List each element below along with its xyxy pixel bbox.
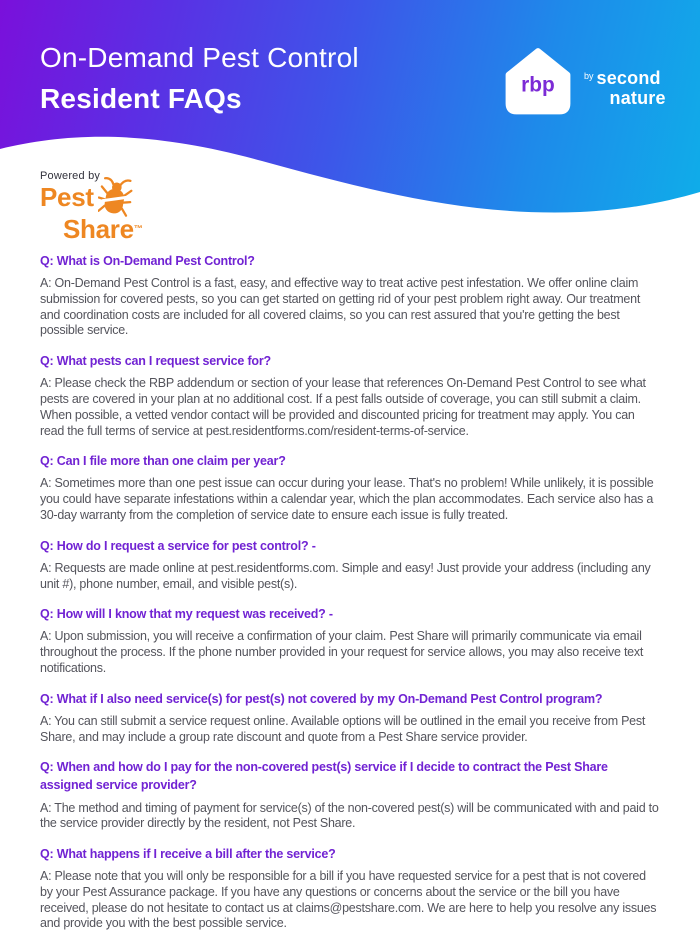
- faq-item: [40, 758, 660, 832]
- faq-answer: A: On-Demand Pest Control is a fast, easy, and effective way to treat active pest infestation. We offer online claim submission for covered pests, so you can get started on getting rid of your pest problem right away. Our treatment and coordination costs are included for all covered claims, so you can rest assured that you're getting the best possible service.: [40, 276, 641, 338]
- share-label: Share: [63, 214, 134, 244]
- second-label: second: [596, 68, 661, 88]
- faq-answer: A: Upon submission, you will receive a confirmation of your claim. Pest Share will primarily communicate via email throughout the process. If the phone number provided in your request for service allows, you may also receive text notifications.: [40, 629, 644, 675]
- rbp-second-nature-logo: [502, 46, 666, 118]
- page-subtitle: Resident FAQs: [40, 83, 242, 115]
- faq-item: [40, 352, 660, 439]
- faq-item: [40, 537, 660, 593]
- faq-question: Q: When and how do I pay for the non-covered pest(s) service if I decide to contract the Pest Share assigned service provider?: [40, 760, 608, 793]
- by-label: by: [584, 71, 594, 81]
- second-nature-wordmark: [584, 57, 666, 107]
- faq-question: Q: How will I know that my request was received? -: [40, 607, 333, 622]
- faq-answer: A: Sometimes more than one pest issue can occur during your lease. That's no problem! While unlikely, it is possible you could have separate infestations within a calendar year, which the plan accommodates. Each service also has a 30-day warranty from the completion of service date to ensure each issue is fully treated.: [40, 476, 654, 522]
- trademark-symbol: ™: [133, 223, 143, 234]
- rbp-logo-text: rbp: [521, 73, 555, 97]
- pest-label: Pest: [40, 182, 94, 212]
- faq-answer: A: The method and timing of payment for service(s) of the non-covered pest(s) will be communicated with and paid to the service provider directly by the resident, not Pest Share.: [40, 800, 659, 831]
- bug-icon: [98, 176, 134, 218]
- faq-item: [40, 690, 660, 746]
- page-title: On-Demand Pest Control: [40, 42, 359, 73]
- faq-item: [40, 452, 660, 523]
- faq-answer: A: Please note that you will only be responsible for a bill if you have requested service for a pest that is not covered by your Pest Assurance package. If you have any questions or concerns about the service or the bill you have received, please do not hesitate to contact us at claims@pestshare.com. We are here to help you resolve any issues and provide you with the best possible service.: [40, 869, 657, 931]
- faq-item: [40, 845, 660, 932]
- faq-question: Q: How do I request a service for pest control? -: [40, 538, 316, 553]
- faq-question: Q: What happens if I receive a bill after the service?: [40, 847, 336, 861]
- faq-answer: A: You can still submit a service request online. Available options will be outlined in the email you receive from Pest Share, and may include a group rate discount and quote from a Pest Share service provider.: [40, 713, 646, 744]
- faq-item: [40, 252, 660, 339]
- faq-question: Q: What if I also need service(s) for pest(s) not covered by my On-Demand Pest Control program?: [40, 691, 603, 706]
- faq-question: Q: What pests can I request service for?: [40, 354, 271, 369]
- rbp-house-icon: [502, 46, 574, 118]
- faq-answer: A: Please check the RBP addendum or section of your lease that references On-Demand Pest Control to see what pests are covered in your plan at no additional cost. If a pest falls outside of coverage, you can still submit a claim. When possible, a vetted vendor contact will be provided and discounted pricing for treatment may apply. You can read the full terms of service at pest.residentforms.com/resident-terms-of-service.: [40, 376, 646, 438]
- faq-question: Q: What is On-Demand Pest Control?: [40, 254, 255, 268]
- faq-list: [0, 237, 700, 932]
- faq-answer: A: Requests are made online at pest.residentforms.com. Simple and easy! Just provide your address (including any unit #), phone number, email, and visible pest(s).: [40, 560, 651, 591]
- faq-item: [40, 605, 660, 676]
- header-titles: [40, 40, 359, 118]
- faq-question: Q: Can I file more than one claim per year?: [40, 454, 286, 469]
- pest-share-logo: [40, 170, 143, 242]
- powered-by-label: Powered by: [40, 170, 101, 182]
- nature-label: nature: [609, 88, 666, 108]
- header-banner: [0, 0, 700, 244]
